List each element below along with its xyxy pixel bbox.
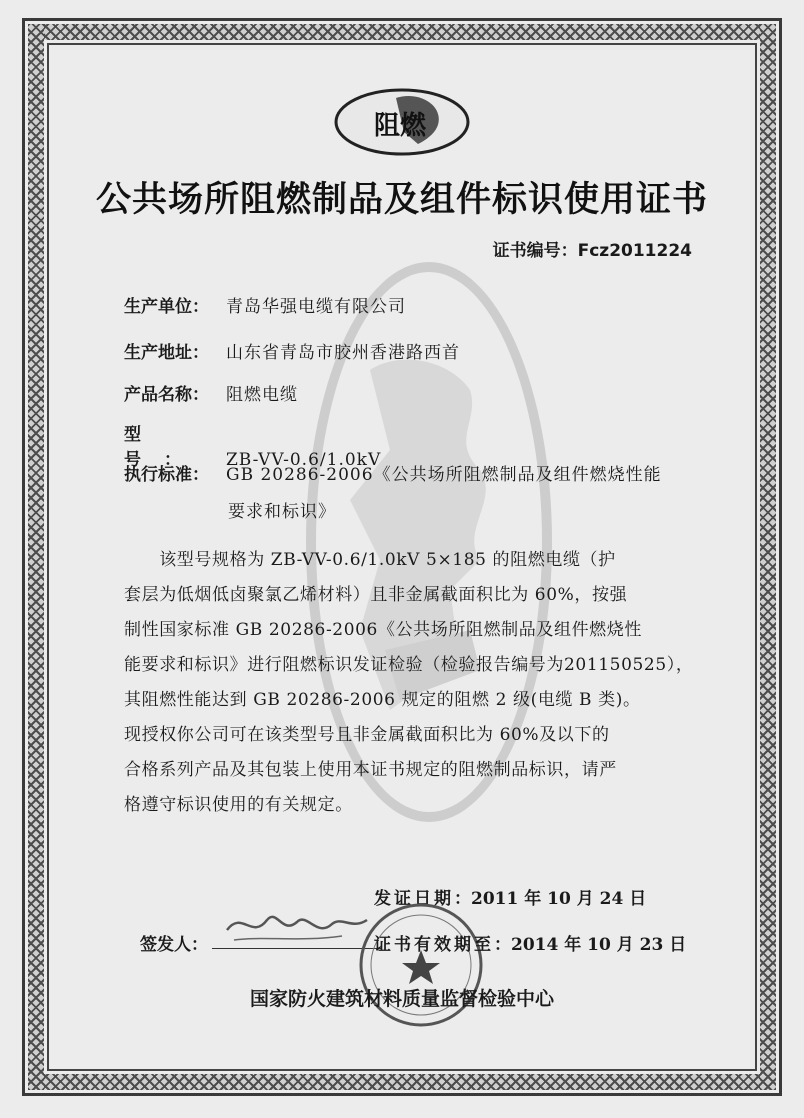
certificate-number: 证书编号：Fcz2011224 xyxy=(492,241,692,261)
field-product-name xyxy=(124,380,298,405)
field-value: ZB-VV-0.6/1.0kV xyxy=(226,450,382,470)
field-label: 产品名称： xyxy=(124,385,209,405)
issuing-authority: 国家防火建筑材料质量监督检验中心 xyxy=(249,988,554,1010)
field-value: GB 20286-2006《公共场所阻燃制品及组件燃烧性能 xyxy=(226,465,662,485)
certificate-title: 公共场所阻燃制品及组件标识使用证书 xyxy=(95,180,708,220)
body-line: 合格系列产品及其包装上使用本证书规定的阻燃制品标识，请严 xyxy=(124,760,617,780)
field-label: 型号： xyxy=(124,425,204,470)
field-value: 山东省青岛市胶州香港路西首 xyxy=(226,343,460,363)
body-line: 格遵守标识使用的有关规定。 xyxy=(124,795,353,815)
field-value: 阻燃电缆 xyxy=(226,385,298,405)
field-producer xyxy=(124,292,406,317)
expiry-date xyxy=(374,930,686,955)
body-line: 能要求和标识》进行阻燃标识发证检验（检验报告编号为201150525）， xyxy=(124,655,694,675)
field-label: 生产地址： xyxy=(124,343,209,363)
logo-text: 阻燃 xyxy=(374,111,427,141)
signature-image xyxy=(222,900,372,950)
issue-date-label: 发证日期 xyxy=(374,889,454,909)
body-line: 套层为低烟低卤聚氯乙烯材料）且非金属截面积比为 60%，按强 xyxy=(124,585,628,605)
signer-label: 签发人： xyxy=(140,935,208,955)
field-standard xyxy=(124,460,662,485)
body-line: 制性国家标准 GB 20286-2006《公共场所阻燃制品及组件燃烧性 xyxy=(124,620,642,640)
field-label: 执行标准： xyxy=(124,465,209,485)
issue-date-value: ：2011 年 10 月 24 日 xyxy=(454,889,647,909)
field-value: 青岛华强电缆有限公司 xyxy=(226,297,406,317)
body-line: 该型号规格为 ZB-VV-0.6/1.0kV 5×185 的阻燃电缆（护 xyxy=(124,550,616,570)
field-label: 生产单位： xyxy=(124,297,209,317)
certificate-body xyxy=(124,543,696,823)
body-line: 其阻燃性能达到 GB 20286-2006 规定的阻燃 2 级(电缆 B 类)。 xyxy=(124,690,641,710)
expiry-date-value: ：2014 年 10 月 23 日 xyxy=(494,935,687,955)
field-standard-continued: 要求和标识》 xyxy=(228,502,336,522)
field-address xyxy=(124,338,460,363)
flame-retardant-logo xyxy=(334,88,470,156)
body-line: 现授权你公司可在该类型号且非金属截面积比为 60%及以下的 xyxy=(124,725,610,745)
expiry-date-label: 证书有效期至 xyxy=(374,935,494,955)
